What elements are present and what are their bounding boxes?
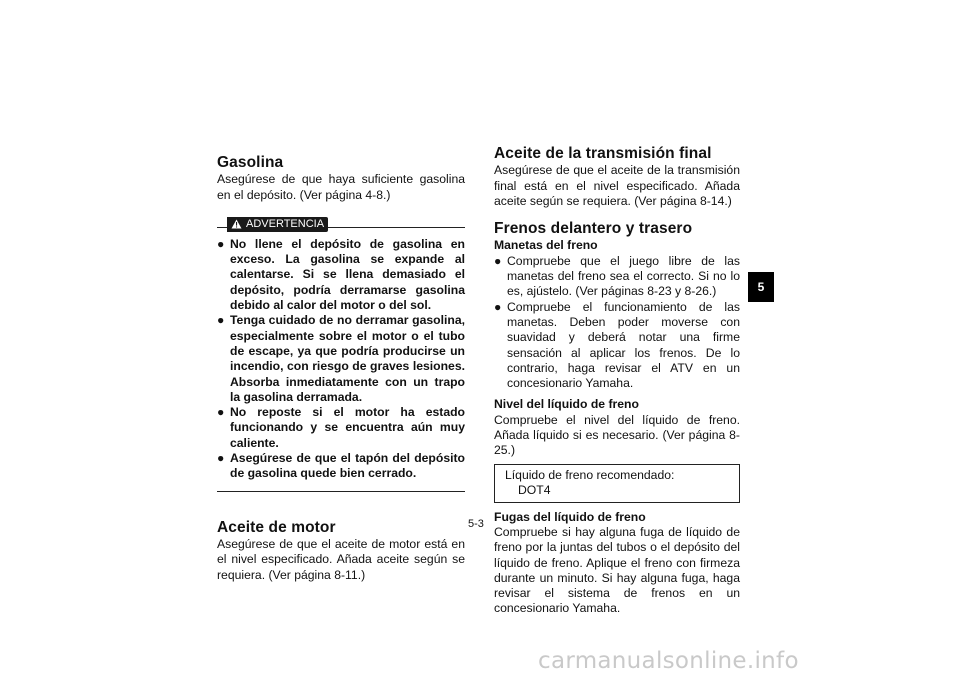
list-item: ● Compruebe que el juego libre de las manetas del freno sea el correcto. Si no lo es, ajústelo. (Ver páginas 8-23 y 8-26.)	[494, 253, 740, 299]
section-heading-transmision: Aceite de la transmisión final	[494, 145, 712, 162]
warning-badge	[227, 217, 328, 232]
warning-list	[217, 237, 465, 482]
bullet-icon: ●	[217, 313, 225, 328]
bullet-icon: ●	[217, 405, 225, 420]
bullet-icon: ●	[494, 253, 502, 268]
manetas-list	[494, 254, 740, 392]
bullet-icon: ●	[494, 299, 502, 314]
bullet-icon: ●	[217, 451, 225, 466]
fugas-subheading: Fugas del líquido de freno	[494, 509, 646, 524]
spec-box	[494, 464, 740, 503]
transmision-text: Asegúrese de que el aceite de la transmisión final está en el nivel especificado. Añada aceite según se requiera. (Ver página 8-14.)	[494, 163, 740, 208]
spec-value: DOT4	[518, 482, 551, 497]
warning-item: ● Asegúrese de que el tapón del depósito de gasolina quede bien cerrado.	[217, 451, 465, 481]
chapter-tab: 5	[748, 272, 774, 302]
nivel-subheading: Nivel del líquido de freno	[494, 397, 639, 412]
section-heading-gasolina: Gasolina	[217, 154, 284, 171]
nivel-text: Compruebe el nivel del líquido de freno. Añada líquido si es necesario. (Ver página 8-25.)	[494, 412, 740, 458]
list-item: ● Compruebe el funcionamiento de las manetas. Deben poder moverse con suavidad y deberá notar una firme sensación al aplicar los frenos. De lo contrario, haga revisar el ATV en un concesionario Yamaha.	[494, 299, 740, 391]
manetas-subheading: Manetas del freno	[494, 238, 598, 253]
warning-item: ● Tenga cuidado de no derramar gasolina, especialmente sobre el motor o el tubo de escape, ya que podría producirse un incendio, con riesgo de graves lesiones. Absorba inmediatamente con un trapo la gasolina derramada.	[217, 313, 465, 404]
warning-item: ● No reposte si el motor ha estado funcionando y se encuentra aún muy caliente.	[217, 405, 465, 450]
section-heading-frenos: Frenos delantero y trasero	[494, 220, 693, 238]
warning-header	[217, 213, 465, 233]
section-heading-aceite-motor: Aceite de motor	[217, 518, 336, 536]
bullet-icon: ●	[217, 236, 225, 251]
warning-item: ● No llene el depósito de gasolina en exceso. La gasolina se expande al calentarse. Si se llena demasiado el depósito, podría derramarse gasolina debido al calor del motor o del sol.	[217, 236, 465, 313]
watermark: carmanualsonline.info	[538, 648, 799, 674]
left-column	[217, 155, 465, 583]
right-column	[494, 146, 740, 617]
spec-label: Líquido de freno recomendado:	[505, 467, 675, 482]
warning-bottom-rule	[217, 491, 465, 492]
aceite-motor-text: Asegúrese de que el aceite de motor está en el nivel especificado. Añada aceite según se requiera. (Ver página 8-11.)	[217, 536, 465, 582]
warning-triangle-icon	[231, 219, 242, 229]
fugas-text: Compruebe si hay alguna fuga de líquido de freno por la juntas del tubos o el depósito del líquido de freno. Aplique el freno con firmeza durante un minuto. Si hay alguna fuga, haga revisar el sistema de frenos en un concesionario Yamaha.	[494, 524, 740, 616]
gasolina-text: Asegúrese de que haya suficiente gasolina en el depósito. (Ver página 4-8.)	[217, 172, 465, 202]
warning-label: ADVERTENCIA	[246, 217, 325, 230]
page-number: 5-3	[468, 518, 484, 530]
